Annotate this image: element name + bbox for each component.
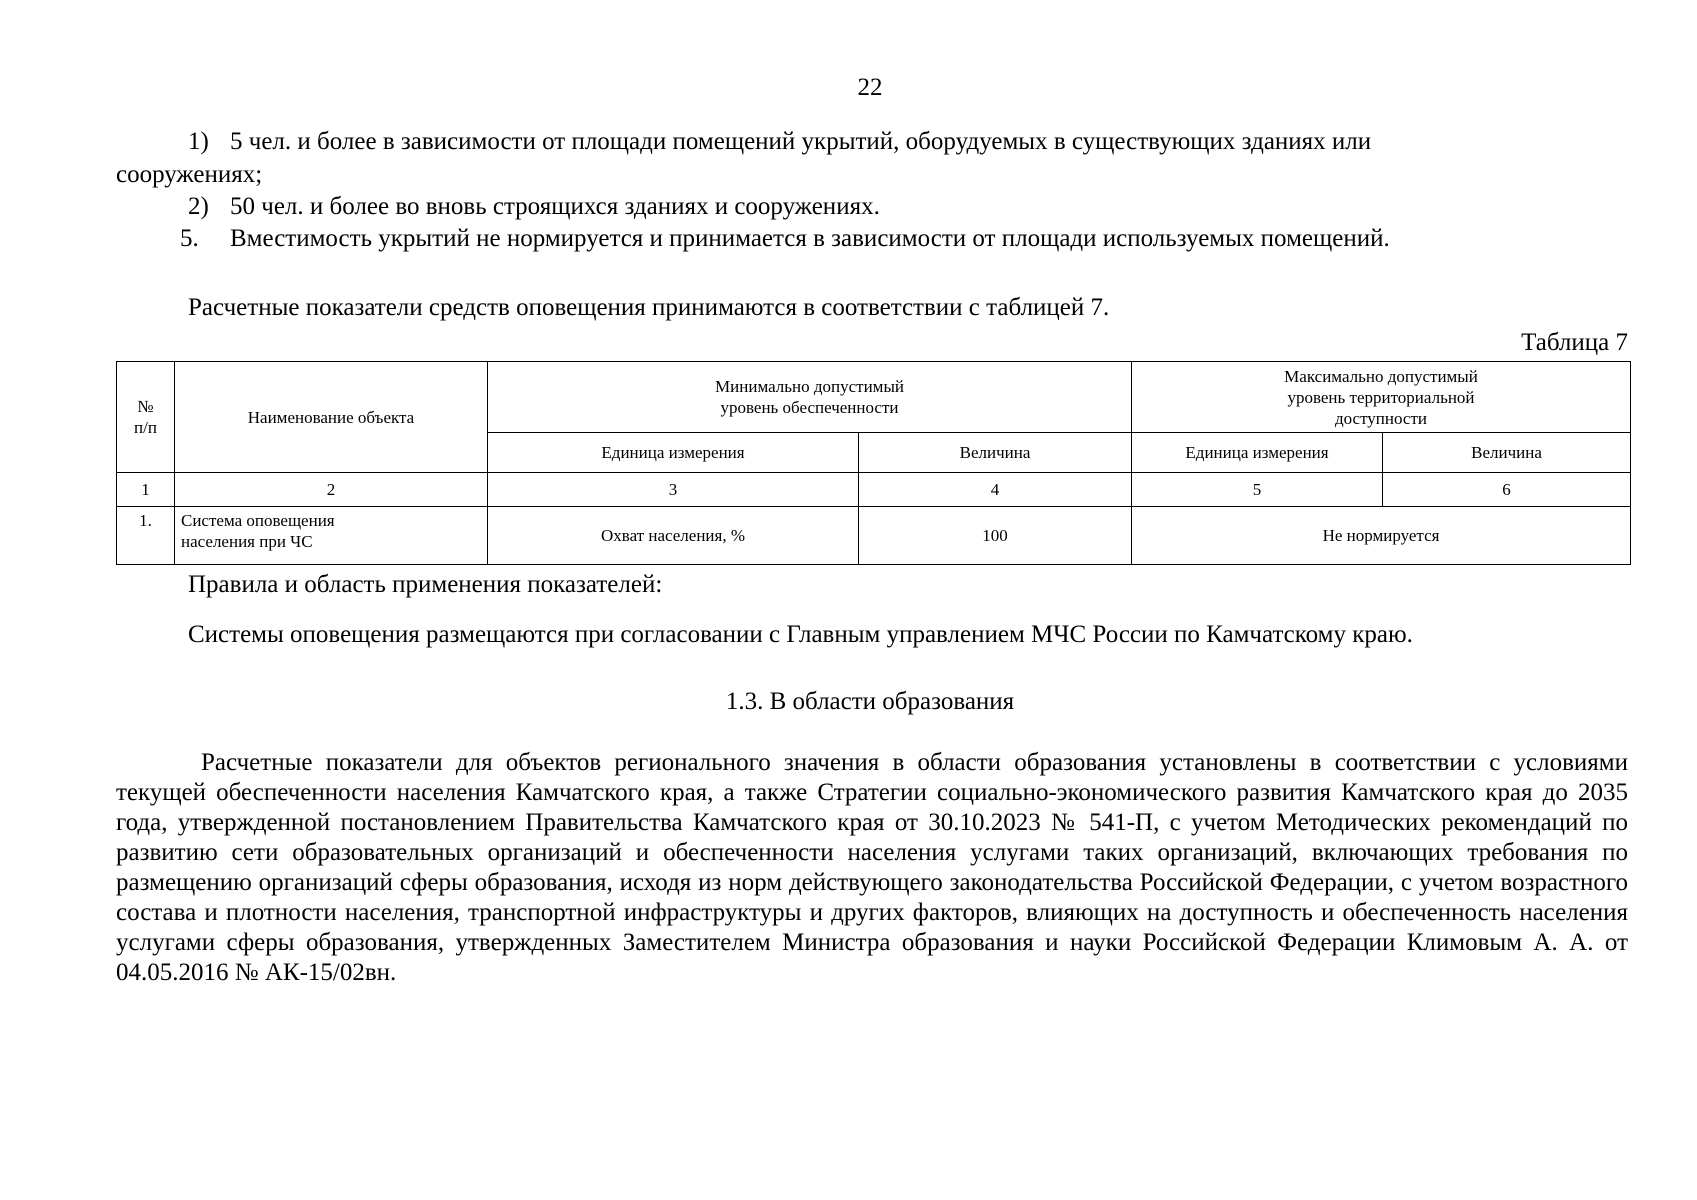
table-caption: Таблица 7 xyxy=(1521,329,1628,356)
column-number-cell: 6 xyxy=(1383,473,1631,507)
list-item-1-text: 5 чел. и более в зависимости от площади помещений укрытий, оборудуемых в существующих зданиях или xyxy=(230,128,1372,155)
list-item-2-marker: 2) xyxy=(188,193,209,220)
column-number-cell: 1 xyxy=(117,473,175,507)
intro-text: Расчетные показатели средств оповещения принимаются в соответствии с таблицей 7. xyxy=(188,294,1110,321)
list-item-3-text: Вместимость укрытий не нормируется и принимается в зависимости от площади используемых помещений. xyxy=(230,225,1390,252)
header-name: Наименование объекта xyxy=(175,362,488,473)
section-paragraph: Расчетные показатели для объектов регионального значения в области образования установлены в соответствии с условиями текущей обеспеченности населения Камчатского края, а также Стратегии социально-экономического развития Камчатского края до 2035 года, утвержденной постановлением Правительства Камчатского края от 30.10.2023 № 541-П, с учетом Методических рекомендаций по развитию сети образовательных организаций и обеспеченности населения услугами таких организаций, включающих требования по размещению организаций сферы образования, исходя из норм действующего законодательства Российской Федерации, с учетом возрастного состава и плотности населения, транспортной инфраструктуры и других факторов, влияющих на доступность и обеспеченность населения услугами сферы образования, утвержденных Заместителем Министра образования и науки Российской Федерации Климовым А. А. от 04.05.2016 № АК-15/02вн. xyxy=(116,749,1628,986)
row-unit: Охват населения, % xyxy=(488,507,859,565)
header-max-group: Максимально допустимый уровень территориальной доступности xyxy=(1132,362,1631,433)
column-number-cell: 4 xyxy=(859,473,1132,507)
header-unit-min: Единица измерения xyxy=(488,433,859,473)
header-value-min: Величина xyxy=(859,433,1132,473)
column-number-cell: 5 xyxy=(1132,473,1383,507)
section-title: 1.3. В области образования xyxy=(725,688,1015,715)
table-7 xyxy=(116,361,1631,565)
rules-heading: Правила и область применения показателей: xyxy=(188,571,663,598)
list-item-1-marker: 1) xyxy=(188,128,209,155)
column-number-cell: 2 xyxy=(175,473,488,507)
row-number: 1. xyxy=(117,507,175,565)
table-row xyxy=(117,507,1631,565)
table-column-numbers-row xyxy=(117,473,1631,507)
page-number: 22 xyxy=(857,74,883,101)
list-item-1-continuation: сооружениях; xyxy=(116,161,263,188)
header-unit-max: Единица измерения xyxy=(1132,433,1383,473)
list-item-3-marker: 5. xyxy=(180,225,199,252)
row-max-merged: Не нормируется xyxy=(1132,507,1631,565)
table-header-row-1 xyxy=(117,362,1631,433)
column-number-cell: 3 xyxy=(488,473,859,507)
header-value-max: Величина xyxy=(1383,433,1631,473)
row-name: Система оповещения населения при ЧС xyxy=(175,507,488,565)
header-min-group: Минимально допустимый уровень обеспеченности xyxy=(488,362,1132,433)
row-value: 100 xyxy=(859,507,1132,565)
list-item-2-text: 50 чел. и более во вновь строящихся зданиях и сооружениях. xyxy=(230,193,880,220)
header-number: № п/п xyxy=(117,362,175,473)
rules-text: Системы оповещения размещаются при согласовании с Главным управлением МЧС России по Камчатскому краю. xyxy=(188,621,1413,648)
